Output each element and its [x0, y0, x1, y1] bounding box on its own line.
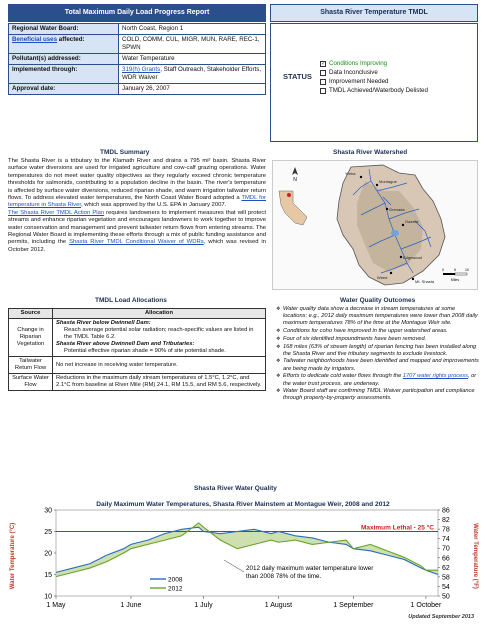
- info-key: Implemented through:: [9, 65, 119, 84]
- tmdl-link[interactable]: TMDL for temperature in Shasta River: [8, 195, 267, 209]
- x-tick-label: 1 August: [264, 602, 293, 609]
- source-cell: Surface Water Flow: [9, 374, 53, 391]
- chart-section-title: Shasta River Water Quality: [194, 485, 277, 492]
- info-value: COLD, COMM, CUL, MIGR, MUN, RARE, REC-1, SPWN: [119, 35, 266, 54]
- allocation-cell: No net increase in receiving water temperature.: [53, 357, 266, 374]
- y-tick-label: 15: [44, 572, 52, 579]
- updated-note: Updated September 2013: [408, 614, 474, 620]
- tmdl-title: Shasta River Temperature TMDL: [270, 4, 478, 22]
- scale-label: Miles: [450, 278, 460, 282]
- list-item: ❖ Conditions for coho have improved in the upper watershed areas.: [276, 328, 480, 335]
- info-key: Regional Water Board:: [9, 24, 119, 35]
- summary-text-span: , which was approved by the U.S. EPA in January 2007.: [81, 202, 227, 209]
- summary-paragraph: [8, 210, 266, 254]
- scale-tick: 5: [454, 268, 456, 272]
- info-row: [9, 54, 266, 65]
- summary-paragraph: [8, 158, 266, 210]
- y2-tick-label: 78: [442, 526, 450, 534]
- info-value: [119, 65, 266, 84]
- allocation-cell: Reductions in the maximum daily stream temperatures of 1.5°C, 1.2°C, and 2.1°C from baseline at River Mile (RM) 24.1, RM 15.5, and RM 5.6, respectively.: [53, 374, 266, 391]
- info-value: North Coast, Region 1: [119, 24, 266, 35]
- info-table: [8, 23, 266, 95]
- summary-text-span: requires landowners to implement measures that will protect streams and enhance riparian vegetation and encourages landowners to work together to improve water conservation and management and prevent tailwater return flows from entering streams. The Regional Water Board is implementing these efforts through a mix of public funding assistance and permits, including the: [8, 209, 266, 246]
- column-header: Allocation: [53, 309, 266, 319]
- info-row: [9, 65, 266, 84]
- status-option-label: Data Inconclusive: [329, 69, 378, 76]
- x-tick-label: 1 September: [333, 602, 374, 609]
- x-tick-label: 1 June: [120, 602, 142, 609]
- source-cell: Change in Riparian Vegetation: [9, 319, 53, 357]
- empty-box-icon: [320, 88, 326, 94]
- report-title: Total Maximum Daily Load Progress Report: [8, 4, 266, 22]
- column-header: Source: [9, 309, 53, 319]
- list-item: ❖ Tailwater neighborhoods have been identified and mapped and improvements are being made by irrigators.: [276, 358, 480, 372]
- place-label: Edgewood: [403, 255, 422, 260]
- y-tick-label: 30: [44, 507, 52, 515]
- y2-tick-label: 62: [442, 564, 450, 572]
- outcomes-list: [276, 306, 480, 403]
- y-axis-label: Water Temperature (°C): [10, 522, 16, 590]
- status-option[interactable]: [320, 68, 428, 77]
- beneficial-uses-link[interactable]: Beneficial uses: [12, 36, 58, 43]
- y-tick-label: 20: [44, 550, 52, 558]
- status-option[interactable]: [320, 59, 428, 68]
- place-label: Weed: [377, 275, 388, 280]
- checked-box-icon: ✓: [321, 60, 327, 67]
- status-box: [270, 23, 478, 142]
- y-tick-label: 10: [44, 593, 52, 601]
- outcomes-title: Water Quality Outcomes: [340, 297, 416, 304]
- watershed-map: [272, 160, 478, 290]
- status-option[interactable]: [320, 86, 428, 95]
- x-tick-label: 1 May: [46, 602, 66, 609]
- y2-tick-label: 66: [442, 555, 450, 563]
- source-cell: Tailwater Return Flow: [9, 357, 53, 374]
- place-label: Mt. Shasta: [415, 279, 435, 284]
- y2-tick-label: 70: [442, 545, 450, 553]
- table-header-row: [9, 309, 266, 319]
- y2-tick-label: 86: [442, 507, 450, 515]
- legend-label: 2012: [168, 585, 183, 593]
- chart-title: Daily Maximum Water Temperatures, Shasta River Mainstem at Montague Weir, 2008 and 2012: [96, 501, 390, 508]
- info-value: January 26, 2007: [119, 84, 266, 95]
- status-option-label: TMDL Achieved/Waterbody Delisted: [329, 87, 428, 94]
- water-rights-link[interactable]: 1707 water rights process: [402, 373, 468, 380]
- annotation-line: 2012 daily maximum water temperature lower: [246, 565, 374, 572]
- summary-text-span: , which was revised in October 2012.: [8, 239, 267, 253]
- info-key-suffix: affected:: [57, 36, 85, 43]
- summary-title: TMDL Summary: [100, 149, 150, 156]
- status-option[interactable]: [320, 77, 428, 86]
- threshold-label: Maximum Lethal - 25 °C: [360, 524, 434, 532]
- y2-tick-label: 50: [442, 593, 450, 601]
- allocations-table: [8, 308, 266, 391]
- scale-tick: 0: [442, 268, 444, 272]
- x-tick-label: 1 July: [194, 602, 213, 609]
- status-label: STATUS: [283, 72, 312, 81]
- place-label: Gazelle: [405, 219, 419, 224]
- allocations-title: TMDL Load Allocations: [95, 297, 167, 304]
- empty-box-icon: [320, 79, 326, 85]
- status-option-label: Improvement Needed: [329, 78, 389, 85]
- place-label: Montague: [379, 179, 397, 184]
- y2-tick-label: 58: [442, 574, 450, 582]
- reservoir-icon: [391, 230, 399, 236]
- location-marker-icon: [287, 193, 291, 197]
- list-item-text: , or the water trust process, are underway.: [283, 373, 477, 387]
- temperature-chart: [0, 486, 486, 614]
- list-item: ❖ Water Board staff are confirming TMDL Waiver participation and compliance through property-by-property assessments.: [276, 388, 480, 402]
- temperature-chart-svg: [0, 486, 486, 614]
- place-label: Grenada: [389, 207, 405, 212]
- info-value: Water Temperature: [119, 54, 266, 65]
- california-inset-icon: [279, 191, 307, 225]
- watershed-map-svg: [273, 161, 478, 290]
- info-row: [9, 24, 266, 35]
- table-row: [9, 319, 266, 357]
- waiver-link[interactable]: Shasta River TMDL Conditional Waiver of WDRs: [69, 239, 204, 246]
- list-item-text: Efforts to dedicate cold water flows through the: [283, 373, 403, 380]
- allocation-cell: [53, 319, 266, 357]
- place-label: Yreka: [345, 171, 356, 176]
- scale-tick: 10: [465, 268, 469, 272]
- y2-tick-label: 82: [442, 517, 450, 525]
- y2-tick-label: 74: [442, 536, 450, 544]
- list-item: ❖ Four of six identified impoundments have been removed.: [276, 336, 480, 343]
- info-key: [9, 35, 119, 54]
- scale-bar: [442, 268, 469, 282]
- info-key: Approval date:: [9, 84, 119, 95]
- info-row: [9, 35, 266, 54]
- x-tick-label: 1 October: [410, 602, 442, 609]
- list-item: ❖ 168 miles (63% of stream length) of riparian fencing has been installed along the Shasta River and five tributary segments to exclude livestock.: [276, 344, 480, 358]
- list-item: ❖ Water quality data show a decrease in stream temperatures at some locations; e.g., 2012 daily maximum temperatures were lower than 2008 daily maximum temperatures 78% of the time at the Montague Weir site.: [276, 306, 480, 328]
- table-row: [9, 357, 266, 374]
- allocation-text: Reach average potential solar radiation; reach-specific values are listed in the TMDL Table 6.2.: [64, 327, 254, 340]
- compass-icon: [292, 167, 298, 183]
- annotation-line: than 2008 78% of the time.: [246, 573, 322, 580]
- list-item: [276, 373, 480, 387]
- y-tick-label: 25: [44, 529, 52, 536]
- status-options: [320, 59, 428, 95]
- empty-box-icon: [320, 70, 326, 76]
- map-title: Shasta River Watershed: [333, 149, 408, 156]
- annotation-pointer: [224, 560, 244, 572]
- y2-tick-label: 54: [442, 583, 450, 591]
- y2-axis-label: Water Temperature (°F): [472, 523, 478, 589]
- status-option-label: Conditions Improving: [329, 60, 388, 67]
- grants-link[interactable]: 319(h) Grants: [122, 66, 161, 73]
- info-value-rest: , Staff Outreach, Stakeholder Efforts, WDR Waiver: [122, 66, 262, 81]
- allocation-text: Potential effective riparian shade = 90% of site potential shade.: [64, 348, 226, 354]
- summary-text: [8, 158, 266, 254]
- summary-text-span: The Shasta River is a tributary to the Klamath River and drains a 795 mi² basin. Shasta River surface water diversions are used for irrigated agriculture and cow-calf grazing operations. Water temperatures do not meet water quality objectives as they regularly exceed chronic temperature thresholds for salmonids, contributing to a population decline in the basin. The river's temperature is affected by surface water diversions, reduced riparian shade, and warm irrigation tailwater return flows. To address elevated water temperatures, the North Coast Water Board adopted a: [8, 158, 266, 202]
- info-row: [9, 84, 266, 95]
- allocation-heading: Shasta River above Dwinnell Dam and Tributaries:: [56, 341, 195, 347]
- legend-label: 2008: [168, 576, 183, 584]
- action-plan-link[interactable]: The Shasta River TMDL Action Plan: [8, 209, 105, 216]
- table-row: [9, 374, 266, 391]
- allocation-heading: Shasta River below Dwinnell Dam:: [56, 320, 151, 326]
- compass-label: N: [293, 177, 297, 183]
- info-key: Pollutant(s) addressed:: [9, 54, 119, 65]
